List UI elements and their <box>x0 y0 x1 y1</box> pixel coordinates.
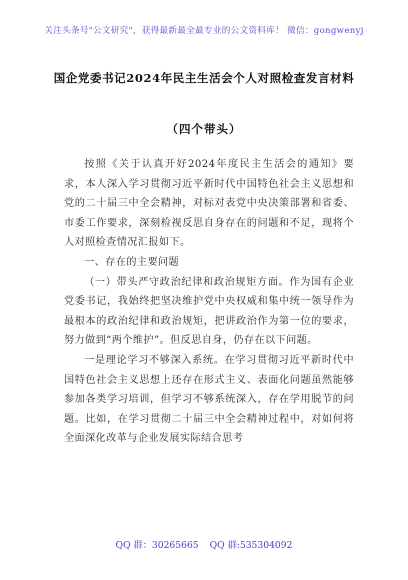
section-heading: 一、存在的主要问题 <box>84 256 180 268</box>
subsection-paragraph: （一）带头严守政治纪律和政治规矩方面。作为国有企业党委书记，我始终把坚决维护党中央权威和集中统一领导作为最根本的政治纪律和政治规矩，把讲政治作为第一位的要求，努力做到“两个维护”。但反思自身，仍存在以下问题。 <box>64 276 354 347</box>
footer-qq-group-2: QQ 群:535304092 <box>209 540 293 551</box>
footer-qq-group-1: QQ 群：30265665 <box>115 540 199 551</box>
document-subtitle: （四个带头） <box>166 122 242 136</box>
issue-paragraph: 一是理论学习不够深入系统。在学习贯彻习近平新时代中国特色社会主义思想上还存在形式主义、表面化问题虽然能够参加各类学习培训，但学习不够系统深入，存在学用脱节的问题。比如，在学习贯彻二十届三中全会精神过程中，对如何将全面深化改革与企业发展实际结合思考 <box>64 354 354 445</box>
header-banner: 关注头条号"公文研究"，获得最新最全最专业的公文资料库！ 微信：gongwenyj <box>44 26 364 36</box>
footer-contact <box>0 537 408 551</box>
document-title: 国企党委书记2024年民主生活会个人对照检查发言材料 <box>53 71 355 85</box>
document-body <box>64 155 354 449</box>
intro-paragraph: 按照《关于认真开好2024年度民主生活会的通知》要求，本人深入学习贯彻习近平新时代中国特色社会主义思想和党的二十届三中全会精神，对标对表党中央决策部署和省委、市委工作要求，深刻检视反思自身存在的问题和不足，现将个人对照检查情况汇报如下。 <box>64 159 354 249</box>
